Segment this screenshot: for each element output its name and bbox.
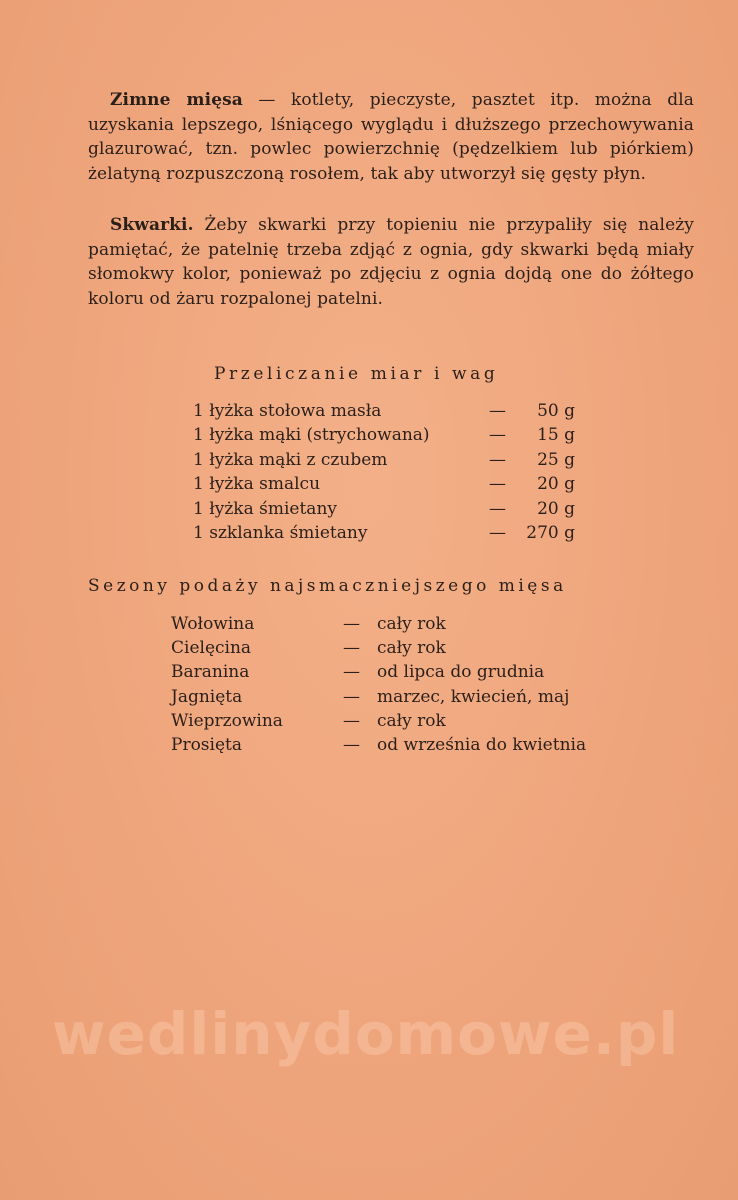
table-row bbox=[171, 685, 586, 709]
dash: — bbox=[489, 523, 506, 544]
meat-name: Prosięta bbox=[171, 735, 242, 756]
watermark: wedlinydomowe.pl bbox=[52, 1000, 680, 1068]
paragraph-lead: Skwarki. bbox=[110, 215, 194, 235]
measure-value: 25 g bbox=[537, 449, 575, 470]
dash: — bbox=[489, 449, 506, 470]
meat-season: cały rok bbox=[377, 638, 446, 659]
meat-season: cały rok bbox=[377, 614, 446, 634]
paragraph-cracklings bbox=[88, 213, 694, 311]
measure-value: 15 g bbox=[537, 425, 575, 446]
dash: — bbox=[489, 425, 506, 446]
dash: — bbox=[343, 686, 360, 707]
dash: — bbox=[343, 638, 360, 659]
dash: — bbox=[343, 735, 360, 756]
measure-value: 270 g bbox=[526, 523, 575, 544]
meat-season: cały rok bbox=[377, 710, 446, 731]
table-row bbox=[171, 709, 586, 733]
dash: — bbox=[343, 662, 360, 683]
dash: — bbox=[489, 498, 506, 519]
dash: — bbox=[489, 474, 506, 495]
paragraph-body: — kotlety, pieczyste, pasztet itp. można dla uzyskania lepszego, lśniącego wyglądu i dłuższego przechowywania glazurować, tzn. powlec powierzchnię (pędzelkiem lub piórkiem) żelatyną rozpuszczoną rosołem, tak aby utworzył się gęsty płyn. bbox=[88, 90, 694, 184]
meat-season: marzec, kwiecień, maj bbox=[377, 686, 570, 707]
table-row bbox=[193, 497, 575, 521]
table-row bbox=[193, 399, 575, 423]
meat-name: Wołowina bbox=[171, 614, 255, 634]
measure-value: 20 g bbox=[537, 498, 575, 519]
table-row bbox=[171, 636, 586, 660]
measures-heading: Przeliczanie miar i wag bbox=[214, 364, 499, 384]
dash: — bbox=[343, 710, 360, 731]
table-row bbox=[193, 521, 575, 545]
paragraph-lead: Zimne mięsa bbox=[110, 90, 243, 110]
meat-season: od września do kwietnia bbox=[377, 735, 587, 756]
table-row bbox=[171, 733, 586, 757]
dash: — bbox=[489, 401, 506, 421]
meat-name: Jagnięta bbox=[171, 686, 243, 707]
paragraph-cold-meats bbox=[88, 88, 694, 186]
measure-item: 1 łyżka smalcu bbox=[193, 474, 321, 495]
table-row bbox=[193, 423, 575, 447]
dash: — bbox=[343, 614, 360, 634]
measures-table bbox=[193, 399, 575, 545]
measure-value: 20 g bbox=[537, 474, 575, 495]
meat-season: od lipca do grudnia bbox=[377, 662, 545, 683]
measure-item: 1 łyżka śmietany bbox=[193, 498, 337, 519]
meat-name: Baranina bbox=[171, 662, 250, 683]
measure-item: 1 łyżka mąki (strychowana) bbox=[193, 425, 430, 446]
table-row bbox=[193, 448, 575, 472]
meat-name: Wieprzowina bbox=[171, 710, 283, 731]
paragraph-body: Żeby skwarki przy topieniu nie przypaliły się należy pamiętać, że patelnię trzeba zdjąć z ognia, gdy skwarki będą miały słomokwy kolor, ponieważ po zdjęciu z ognia dojdą one do żółtego koloru od żaru rozpalonej patelni. bbox=[88, 215, 694, 309]
table-row bbox=[171, 660, 586, 684]
meat-name: Cielęcina bbox=[171, 638, 252, 659]
table-row bbox=[193, 472, 575, 496]
measure-value: 50 g bbox=[537, 401, 575, 421]
table-row bbox=[171, 612, 586, 636]
measure-item: 1 szklanka śmietany bbox=[193, 523, 368, 544]
measure-item: 1 łyżka stołowa masła bbox=[193, 401, 382, 421]
seasons-table bbox=[171, 612, 586, 757]
seasons-heading: Sezony podaży najsmaczniejszego mięsa bbox=[88, 576, 567, 596]
measure-item: 1 łyżka mąki z czubem bbox=[193, 449, 388, 470]
